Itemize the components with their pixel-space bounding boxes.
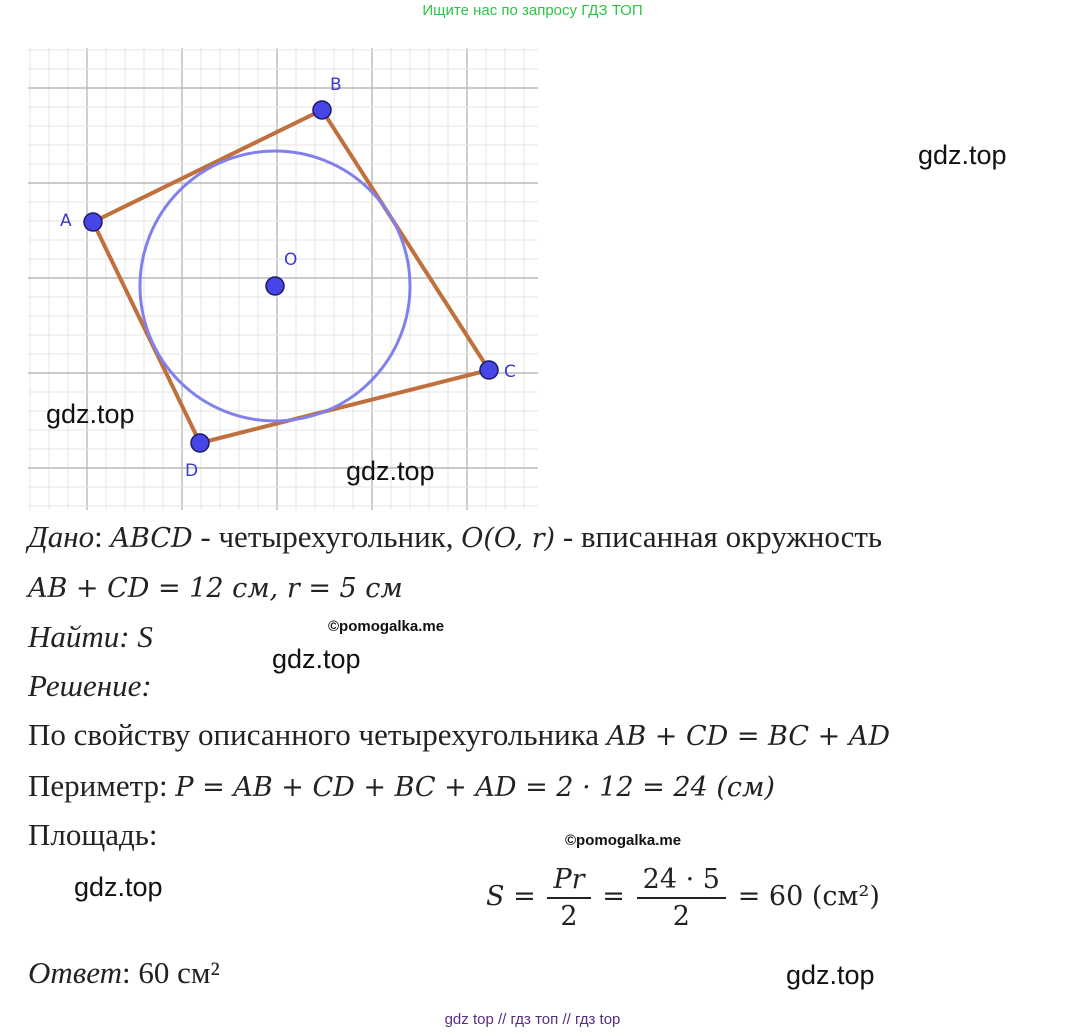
watermark: gdz.top [346, 456, 435, 486]
quad-name: ABCD [110, 523, 193, 554]
link-separator: // [497, 1011, 507, 1028]
area-label: Площадь: [28, 817, 158, 852]
fraction-120-over-2: $\frac{24 \cdot 5}{2}$ [637, 864, 726, 932]
property-formula: AB + CD = BC + AD [606, 721, 890, 752]
watermark: gdz.top [272, 644, 361, 674]
find-label: Найти: [28, 619, 138, 654]
footer-link[interactable]: гдз top [574, 1011, 621, 1028]
area-lhs: S = [486, 881, 536, 913]
perimeter-formula: P = AB + CD + BC + AD = 2 · 12 = 24 (см) [175, 772, 775, 803]
circle-text: - вписанная окружность [555, 519, 883, 554]
solution-label: Решение: [28, 668, 152, 703]
answer-value: 60 см² [138, 955, 220, 990]
given-label: Дано [28, 519, 95, 554]
point-label-c: C [504, 362, 516, 382]
perimeter-label: Периметр: [28, 768, 176, 803]
point-d [185, 434, 209, 481]
pomogalka-watermark: ©pomogalka.me [565, 832, 682, 849]
watermark: gdz.top [74, 872, 163, 902]
footer-link[interactable]: гдз топ [510, 1011, 559, 1028]
find-line [28, 619, 153, 655]
quadrilateral-abcd [93, 110, 489, 443]
point-label-d: D [185, 461, 199, 481]
perimeter-line [28, 768, 775, 804]
condition-formula: AB + CD = 12 см, r = 5 см [28, 573, 403, 604]
quad-text: - четырехугольник, [192, 519, 462, 554]
footer-link[interactable]: gdz top [444, 1011, 494, 1028]
answer-label: Ответ [28, 955, 122, 990]
link-separator: // [562, 1011, 571, 1028]
point-c [480, 361, 516, 382]
area-formula: S = $\frac{Pr}{2}$ = $\frac{24 \cdot 5}{2}$ = 60 (см²) [486, 864, 880, 932]
top-banner: Ищите нас по запросу ГДЗ ТОП [422, 2, 643, 19]
watermark: gdz.top [46, 399, 135, 429]
point-label-o: O [284, 250, 298, 270]
property-line [28, 717, 890, 753]
point-b [313, 75, 342, 119]
find-value: S [137, 619, 153, 654]
point-o [266, 250, 297, 295]
point-label-a: A [60, 211, 72, 231]
condition-line [28, 569, 403, 605]
fraction-pr-over-2: $\frac{Pr}{2}$ [547, 864, 590, 932]
grid [28, 48, 538, 510]
given-line: Дано: ABCD - четырехугольник, O(O, r) - вписанная окружность [28, 519, 883, 554]
watermark: gdz.top [786, 960, 875, 990]
geometry-figure [28, 48, 538, 510]
property-text: По свойству описанного четырехугольника [28, 717, 607, 752]
area-result: = 60 (см²) [737, 881, 880, 913]
answer-line: Ответ: 60 см² [28, 955, 220, 990]
circle-notation: O(O, r) [461, 523, 556, 554]
pomogalka-watermark: ©pomogalka.me [328, 618, 445, 635]
watermark: gdz.top [918, 140, 1007, 170]
point-label-b: B [330, 75, 342, 95]
bottom-links [0, 1011, 1065, 1028]
